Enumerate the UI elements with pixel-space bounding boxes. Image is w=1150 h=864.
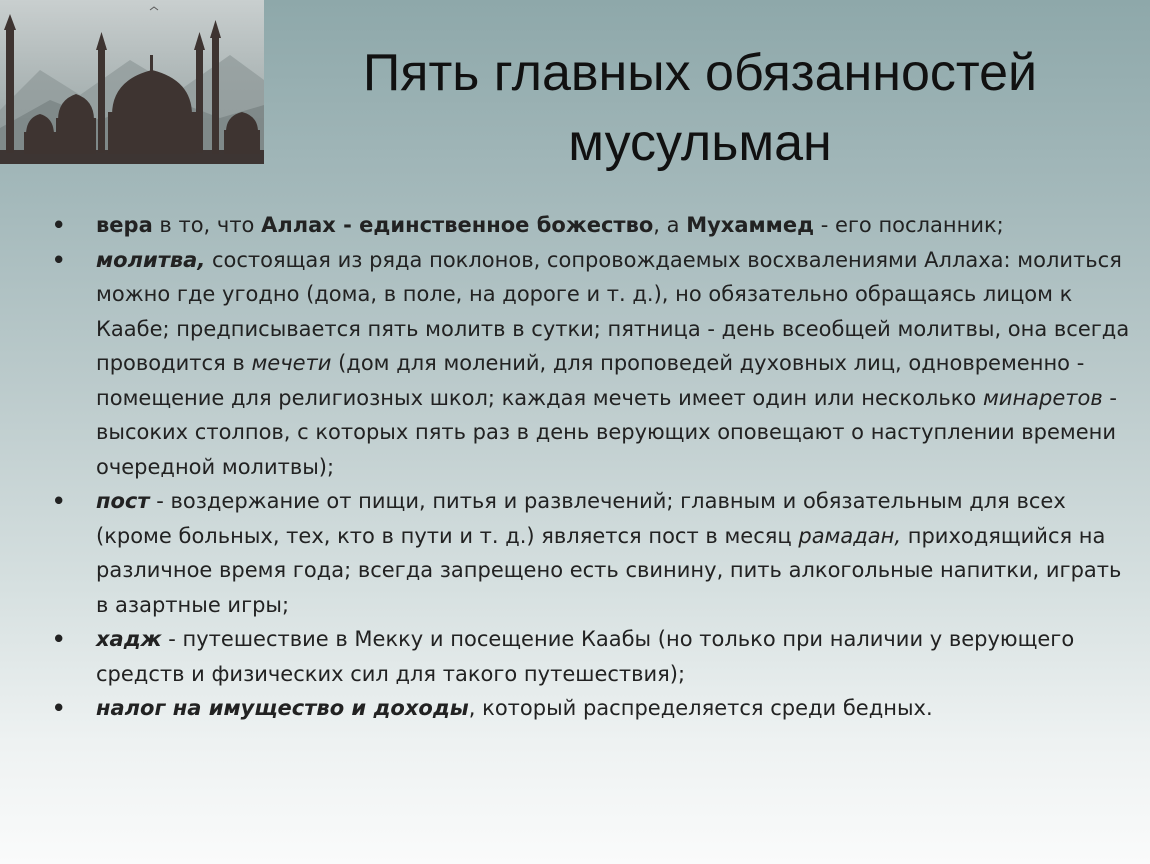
term-mosque: мечети — [251, 351, 332, 375]
bullet-glyph: • — [52, 696, 66, 720]
list-item-fast — [52, 484, 1132, 622]
duties-list — [52, 208, 1132, 726]
term-tax: налог на имущество и доходы — [96, 696, 469, 720]
list-item-tax — [52, 691, 1132, 726]
text-segment: (дом для молений, для проповедей духовных лиц, одновременно - помещение для религиозных школ; каждая мечеть имеет один или несколько — [96, 351, 1085, 410]
text-segment: - его посланник; — [814, 213, 1004, 237]
term-muhammad: Мухаммед — [686, 213, 815, 237]
slide-title — [290, 38, 1110, 178]
bullet-glyph: • — [52, 627, 66, 651]
list-item-hajj — [52, 622, 1132, 691]
list-item-prayer — [52, 243, 1132, 485]
text-segment: , который распределяется среди бедных. — [468, 696, 933, 720]
term-faith: вера — [96, 213, 153, 237]
text-segment: в то, что — [152, 213, 262, 237]
term-ramadan: рамадан, — [798, 523, 902, 548]
term-hajj: хадж — [96, 627, 162, 651]
term-minarets: минаретов — [982, 385, 1103, 410]
text-segment: - высоких столпов, с которых пять раз в день верующих оповещают о наступлении времени очередной молитвы); — [96, 385, 1118, 479]
text-segment: приходящийся на различное время года; всегда запрещено есть свинину, пить алкогольные напитки, играть в азартные игры; — [96, 523, 1122, 617]
list-item-faith — [52, 208, 1132, 243]
mosque-silhouette-icon — [0, 0, 264, 164]
title-line-1: Пять главных обязанностей — [362, 44, 1038, 102]
bullet-glyph: • — [52, 213, 66, 237]
text-segment: - воздержание от пищи, питья и развлечений; главным и обязательным для всех (кроме больных, тех, кто в пути и т. д.) является пост в месяц — [96, 489, 1066, 548]
text-segment: - путешествие в Мекку и посещение Каабы (но только при наличии у верующего средств и физических сил для такого путешествия); — [96, 627, 1075, 686]
text-segment: , а — [653, 213, 687, 237]
term-fast: пост — [96, 489, 150, 513]
term-prayer: молитва, — [96, 247, 206, 272]
title-line-2: мусульман — [568, 114, 832, 172]
text-segment: состоящая из ряда поклонов, сопровождаемых восхвалениями Аллаха: молиться можно где угодно (дома, в поле, на дороге и т. д.), но обязательно обращаясь лицом к Каабе; предписывается пять молитв в сутки; пятница - день всеобщей молитвы, она всегда проводится в — [96, 247, 1130, 375]
bullet-glyph: • — [52, 489, 66, 513]
bullet-glyph: • — [52, 247, 66, 272]
term-allah: Аллах - единственное божество — [261, 213, 654, 237]
